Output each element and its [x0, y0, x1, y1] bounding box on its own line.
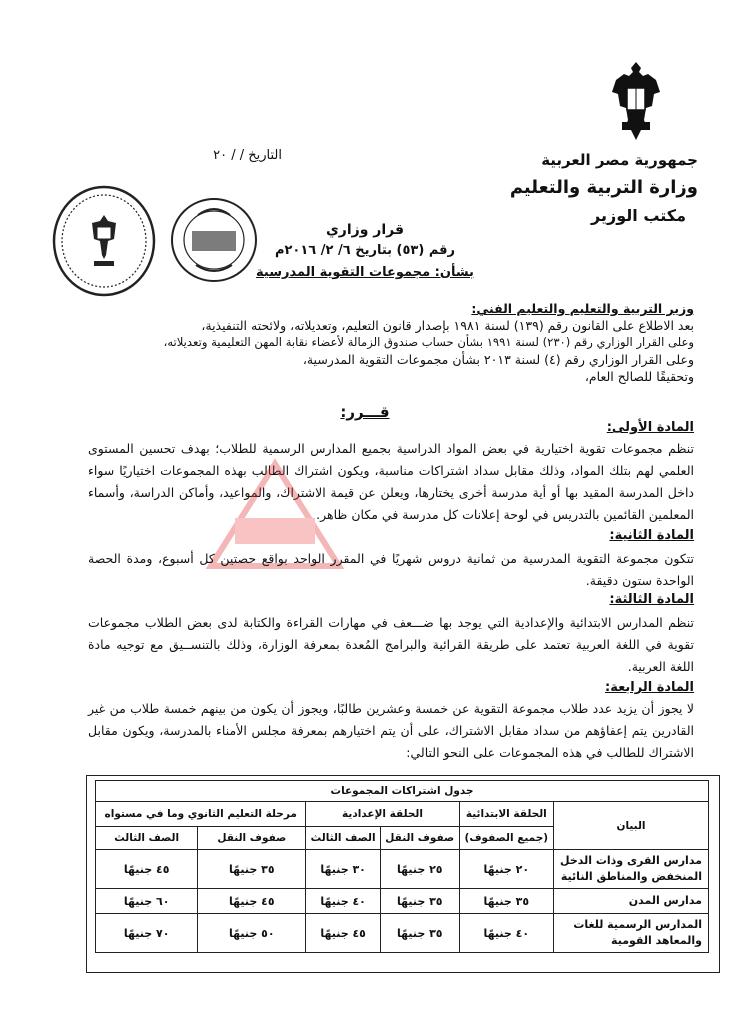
- fee-cell: ٣٥ جنيهًا: [380, 889, 459, 914]
- sub-header: (جميع الصفوف): [459, 827, 553, 850]
- subscription-table-frame: [86, 775, 720, 973]
- col-header-item: البيان: [554, 802, 709, 850]
- preamble-line: وعلى القرار الوزاري رقم (٤) لسنة ٢٠١٣ بشأن مجموعات التقوية المدرسية،: [302, 352, 694, 367]
- col-header-preparatory: الحلقة الإعدادية: [306, 802, 459, 827]
- fee-cell: ٤٥ جنيهًا: [96, 850, 198, 889]
- minister-title: وزير التربية والتعليم والتعليم الفني:: [471, 301, 694, 316]
- official-seal-stamp: [50, 183, 158, 299]
- article-2-title: المادة الثانية:: [609, 528, 694, 543]
- fee-cell: ٤٥ جنيهًا: [306, 914, 380, 953]
- office-name: مكتب الوزير: [591, 206, 686, 225]
- fee-cell: ٣٠ جنيهًا: [306, 850, 380, 889]
- article-1-text: تنظم مجموعات تقوية اختيارية في بعض المواد الدراسية بجميع المدارس الرسمية للطلاب؛ بهدف تحسين المستوى العلمي لهم بتلك المواد، وذلك مقابل سداد اشتراكات مناسبة، ويكون اشتراك الطالب بهذه المجموعات اختياريًا سواء داخل المدرسة المقيد بها أو أية مدرسة أخرى يختارها، ويعلن عن قيمة الاشتراك، والمواعيد، وأماكن الدراسة، وأسماء المعلمين القائمين بالتدريس في لوحة إعلانات كل مدرسة في مكان ظاهر.: [88, 441, 694, 522]
- row-label: مدارس القرى وذات الدخل المنخفض والمناطق النائية: [554, 850, 709, 889]
- fee-cell: ٤٠ جنيهًا: [459, 914, 553, 953]
- fee-cell: ٤٥ جنيهًا: [198, 889, 306, 914]
- table-caption: جدول اشتراكات المجموعات: [96, 781, 709, 802]
- ministry-header: [510, 146, 698, 230]
- article-4-title: المادة الرابعة:: [605, 680, 694, 695]
- sub-header: الصف الثالث: [96, 827, 198, 850]
- preamble: [90, 300, 694, 385]
- ministry-name: وزارة التربية والتعليم: [509, 177, 698, 198]
- article-1-title: المادة الأولى:: [606, 420, 694, 435]
- country-name: جمهورية مصر العربية: [541, 151, 698, 169]
- fee-cell: ٢٥ جنيهًا: [380, 850, 459, 889]
- article-3-title: المادة الثالثة:: [609, 592, 694, 607]
- fee-cell: ٥٠ جنيهًا: [198, 914, 306, 953]
- article-4-text: لا يجوز أن يزيد عدد طلاب مجموعة التقوية عن خمسة وعشرين طالبًا، ويجوز أن يكون من بينهم خمسة طلاب من غير القادرين يتم إعفاؤهم من سداد مقابل الاشتراك، على أن يتم اختيارهم بمعرفة مجلس الأمناء بالمدرسة، ويكون مقابل الاشتراك للطالب في هذه المجموعات على النحو التالي:: [88, 701, 694, 760]
- fee-cell: ٣٥ جنيهًا: [380, 914, 459, 953]
- fee-cell: ٤٠ جنيهًا: [306, 889, 380, 914]
- decree-subject: بشأن: مجموعات التقوية المدرسية: [256, 265, 474, 280]
- row-label: مدارس المدن: [554, 889, 709, 914]
- article-2-text: تتكون مجموعة التقوية المدرسية من ثمانية دروس شهريًا في المقرر الواحد بواقع حصتين كل أسبوع، ومدة الحصة الواحدة ستون دقيقة.: [88, 551, 694, 588]
- round-stamp: [168, 195, 260, 285]
- table-row: [96, 889, 709, 914]
- decree-title: قرار وزاري: [325, 222, 405, 238]
- fee-cell: ٧٠ جنيهًا: [96, 914, 198, 953]
- eagle-emblem-icon: [608, 58, 664, 144]
- preamble-line: وتحقيقًا للصالح العام،: [584, 369, 694, 384]
- sub-header: صفوف النقل: [198, 827, 306, 850]
- col-header-secondary: مرحلة التعليم الثانوي وما في مستواه: [96, 802, 306, 827]
- decided-heading: قـــرر:: [340, 403, 390, 421]
- sub-header: صفوف النقل: [380, 827, 459, 850]
- subscription-table: [95, 780, 709, 953]
- fee-cell: ٣٥ جنيهًا: [198, 850, 306, 889]
- table-row: [96, 850, 709, 889]
- fee-cell: ٣٥ جنيهًا: [459, 889, 553, 914]
- col-header-primary: الحلقة الابتدائية: [459, 802, 553, 827]
- preamble-line: بعد الاطلاع على القانون رقم (١٣٩) لسنة ١٩٨١ بإصدار قانون التعليم، وتعديلاته، ولائحته التنفيذية،: [201, 318, 694, 333]
- sub-header: الصف الثالث: [306, 827, 380, 850]
- fee-cell: ٦٠ جنيهًا: [96, 889, 198, 914]
- article-3-text: تنظم المدارس الابتدائية والإعدادية التي يوجد بها ضـــعف في مهارات القراءة والكتابة لدى بعض الطلاب مجموعات تقوية في اللغة العربية تعتمد على طريقة القرائية والبرامج المُعدة بمعرفة الوزارة، وذلك بالتنســيق مع توجيه مادة اللغة العربية.: [88, 615, 694, 674]
- row-label: المدارس الرسمية للغات والمعاهد القومية: [554, 914, 709, 953]
- date-field: التاريخ / / ٢٠: [213, 148, 282, 163]
- decree-number: رقم (٥٣) بتاريخ ٦/ ٢/ ٢٠١٦م: [274, 243, 456, 258]
- preamble-line: وعلى القرار الوزاري رقم (٢٣٠) لسنة ١٩٩١ بشأن حساب صندوق الزمالة لأعضاء نقابة المهن التعليمية وتعديلاته،: [163, 335, 694, 349]
- table-row: [96, 914, 709, 953]
- decree-heading: [250, 220, 480, 284]
- fee-cell: ٢٠ جنيهًا: [459, 850, 553, 889]
